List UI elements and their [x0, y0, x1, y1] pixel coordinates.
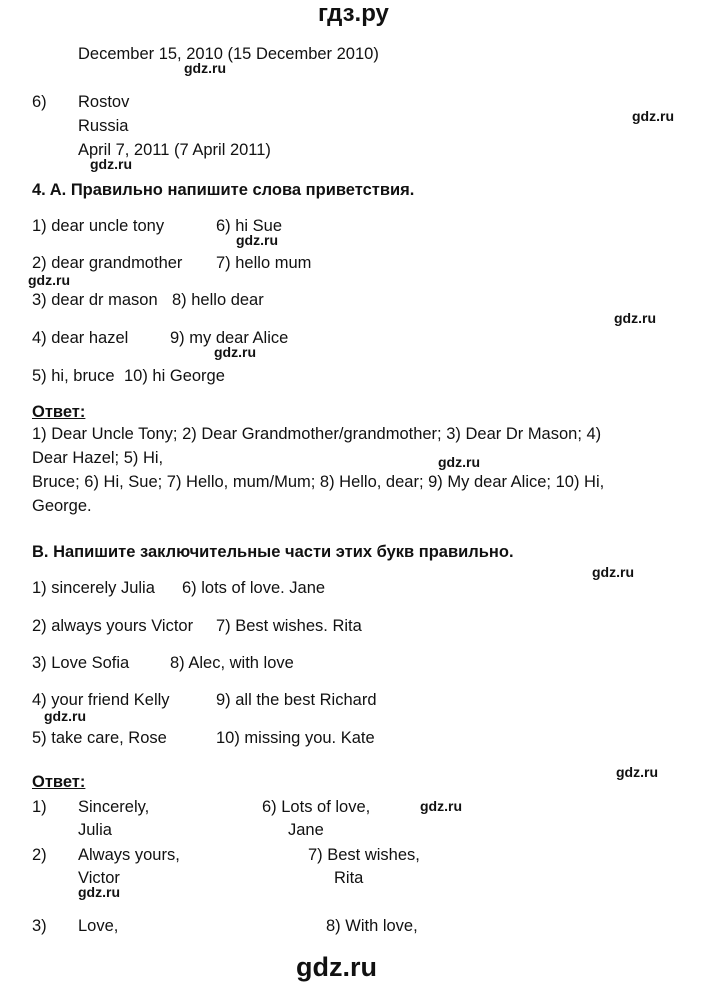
answer-line-4a: George. [32, 497, 92, 515]
task-4b-item: 10) missing you. Kate [216, 729, 375, 747]
date-line-5: December 15, 2010 (15 December 2010) [78, 45, 379, 63]
answer-closing: 6) Lots of love, [262, 798, 371, 816]
task-4a-item: 5) hi, bruce [32, 367, 115, 385]
task-4a-item: 8) hello dear [172, 291, 264, 309]
task-4a-item: 9) my dear Alice [170, 329, 289, 347]
answer-number: 2) [32, 846, 47, 864]
watermark: gdz.ru [90, 156, 132, 172]
answer-signature: Julia [78, 821, 112, 839]
task-4a-item: 6) hi Sue [216, 217, 283, 235]
answer-number: 3) [32, 917, 47, 935]
watermark: gdz.ru [632, 108, 674, 124]
task-4b-item: 5) take care, Rose [32, 729, 167, 747]
task-4b-heading: B. Напишите заключительные части этих букв правильно. [32, 543, 514, 561]
answer-closing: 7) Best wishes, [308, 846, 420, 864]
task-4b-item: 9) all the best Richard [216, 691, 377, 709]
watermark: gdz.ru [592, 564, 634, 580]
city-line: Rostov [78, 93, 130, 111]
task-4b-item: 3) Love Sofia [32, 654, 130, 672]
site-footer: gdz.ru [296, 952, 377, 982]
task-4b-item: 7) Best wishes. Rita [216, 617, 362, 635]
watermark: gdz.ru [236, 232, 278, 248]
answer-closing: Always yours, [78, 846, 180, 864]
watermark: gdz.ru [438, 454, 480, 470]
task-4b-item: 8) Alec, with love [170, 654, 294, 672]
task-4b-item: 1) sincerely Julia [32, 579, 155, 597]
task-4a-heading: 4. A. Правильно напишите слова приветствия. [32, 181, 415, 199]
task-4a-item: 3) dear dr mason [32, 291, 158, 309]
watermark: gdz.ru [616, 764, 658, 780]
answer-line-4a: Dear Hazel; 5) Hi, [32, 449, 164, 467]
watermark: gdz.ru [78, 884, 120, 900]
answer-line-4a: 1) Dear Uncle Tony; 2) Dear Grandmother/grandmother; 3) Dear Dr Mason; 4) [32, 425, 602, 443]
answer-label-4a: Ответ: [32, 403, 86, 421]
answer-closing: Sincerely, [78, 798, 150, 816]
task-4b-item: 4) your friend Kelly [32, 691, 170, 709]
answer-number: 1) [32, 798, 47, 816]
answer-signature: Jane [288, 821, 324, 839]
task-4b-item: 6) lots of love. Jane [182, 579, 326, 597]
date-line-6: April 7, 2011 (7 April 2011) [78, 141, 271, 159]
answer-signature: Rita [334, 869, 364, 887]
answer-closing: 8) With love, [326, 917, 418, 935]
answer-line-4a: Bruce; 6) Hi, Sue; 7) Hello, mum/Mum; 8) Hello, dear; 9) My dear Alice; 10) Hi, [32, 473, 605, 491]
item-number-6: 6) [32, 93, 47, 111]
task-4a-item: 1) dear uncle tony [32, 217, 165, 235]
watermark: gdz.ru [614, 310, 656, 326]
answer-label-4b: Ответ: [32, 773, 86, 791]
site-header: гдз.ру [318, 0, 389, 27]
watermark: gdz.ru [420, 798, 462, 814]
watermark: gdz.ru [44, 708, 86, 724]
task-4b-item: 2) always yours Victor [32, 617, 194, 635]
watermark: gdz.ru [214, 344, 256, 360]
watermark: gdz.ru [184, 60, 226, 76]
country-line: Russia [78, 117, 129, 135]
answer-closing: Love, [78, 917, 119, 935]
watermark: gdz.ru [28, 272, 70, 288]
task-4a-item: 4) dear hazel [32, 329, 129, 347]
task-4a-item: 10) hi George [124, 367, 225, 385]
task-4a-item: 7) hello mum [216, 254, 312, 272]
task-4a-item: 2) dear grandmother [32, 254, 183, 272]
answer-signature: Victor [78, 869, 120, 887]
